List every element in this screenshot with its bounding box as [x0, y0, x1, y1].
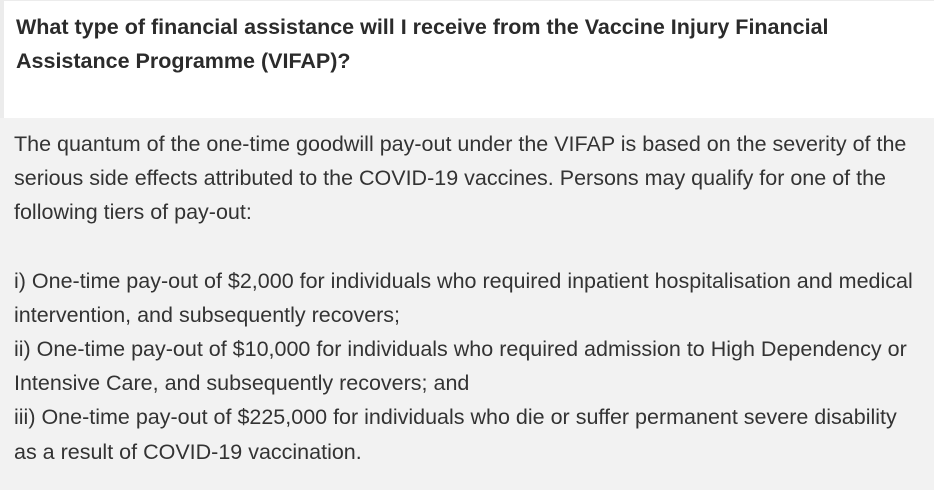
payout-tier-1: i) One-time pay-out of $2,000 for individuals who required inpatient hospitalisation and medical intervention, and subsequently recovers;: [14, 268, 913, 327]
payout-tier-3: iii) One-time pay-out of $225,000 for individuals who die or suffer permanent severe disability as a result of COVID-19 vaccination.: [14, 405, 897, 464]
payout-tier-2: ii) One-time pay-out of $10,000 for individuals who required admission to High Dependency or Intensive Care, and subsequently recovers; and: [14, 337, 907, 396]
answer-intro-text: The quantum of the one-time goodwill pay-out under the VIFAP is based on the severity of the serious side effects attributed to the COVID-19 vaccines. Persons may qualify for one of the following tiers of pay-out:: [14, 132, 907, 225]
faq-question-header[interactable]: [0, 0, 934, 118]
faq-question-text: What type of financial assistance will I receive from the Vaccine Injury Financial Assistance Programme (VIFAP)?: [16, 15, 829, 73]
faq-answer-panel: [0, 118, 934, 490]
